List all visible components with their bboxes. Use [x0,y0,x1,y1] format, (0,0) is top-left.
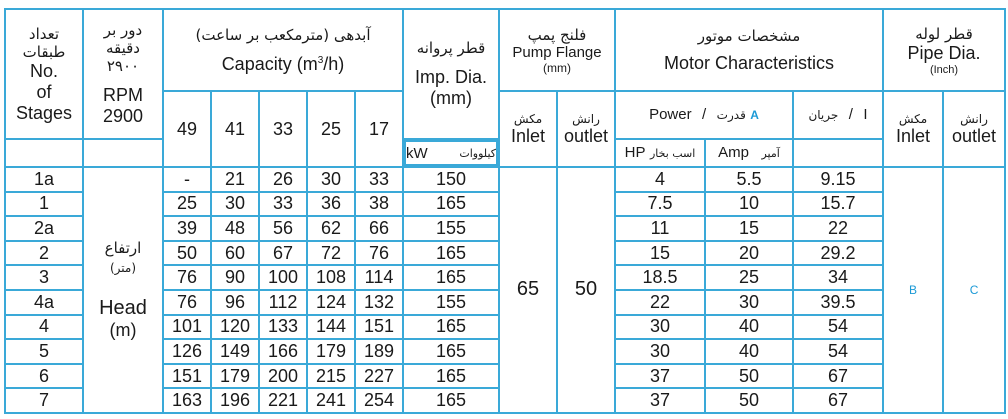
flange-outlet-en: outlet [563,125,609,146]
head-value-cell: 189 [355,339,403,364]
impeller-en-unit: (mm) [430,88,472,108]
rpm-en-label: RPM [103,85,143,105]
impeller-cell: 165 [403,265,499,290]
amp-cell: 39.5 [793,290,883,315]
head-value-cell: 50 [163,241,211,266]
head-value-cell: 72 [307,241,355,266]
head-value-cell: 30 [307,167,355,192]
impeller-en-label: Imp. Dia. [414,67,488,87]
head-value-cell: 25 [163,192,211,217]
hp-cell: 50 [705,388,793,413]
pipe-outlet-en: outlet [952,125,997,146]
kw-cell: 18.5 [615,265,705,290]
head-value-cell: 66 [355,216,403,241]
kw-cell: 15 [615,241,705,266]
head-value-cell: 133 [259,315,307,340]
head-label-fa: ارتفاع [104,238,142,257]
motor-en: Motor Characteristics [663,52,835,73]
capacity-fa: آبدهی (مترمکعب بر ساعت) [195,25,371,44]
amp-cell: 67 [793,364,883,389]
stage-cell: 7 [5,388,83,413]
stages-en-line1: No. [29,60,58,81]
flow-41: 41 [211,91,259,167]
hp-cell: 30 [705,290,793,315]
hp-cell: 25 [705,265,793,290]
impeller-cell: 165 [403,241,499,266]
current-fa: جریان [808,108,839,122]
table-row [5,167,1005,192]
head-value-cell: 144 [307,315,355,340]
amp-cell: 22 [793,216,883,241]
impeller-cell: 150 [403,167,499,192]
rpm-header [83,9,163,139]
amp-cell: 9.15 [793,167,883,192]
flow-17: 17 [355,91,403,167]
pipe-outlet-fa: رانش [960,111,988,126]
head-label-en-unit: (m) [109,319,137,340]
head-value-cell: 76 [163,265,211,290]
head-value-cell: 179 [211,364,259,389]
head-value-cell: 241 [307,388,355,413]
stage-cell: 2a [5,216,83,241]
stages-fa-line1: تعداد [28,24,60,43]
rpm-fa-line1: دور بر [103,21,143,39]
capacity-header [163,9,403,91]
head-value-cell: 33 [355,167,403,192]
head-value-cell: 39 [163,216,211,241]
hp-cell: 50 [705,364,793,389]
head-value-cell: 48 [211,216,259,241]
flange-outlet-fa: رانش [572,111,600,126]
head-value-cell: 21 [211,167,259,192]
motor-fa: مشخصات موتور [697,26,801,45]
pipe-outlet-header [943,91,1005,167]
head-value-cell: 151 [355,315,403,340]
head-value-cell: 166 [259,339,307,364]
power-marker: A [750,108,759,122]
stage-cell: 1 [5,192,83,217]
kw-cell: 37 [615,364,705,389]
kw-cell: 11 [615,216,705,241]
kw-cell: 7.5 [615,192,705,217]
flange-outlet-cell: 50 [557,167,615,413]
hp-cell: 20 [705,241,793,266]
head-value-cell: 200 [259,364,307,389]
pump-performance-table [4,8,1006,414]
flow-25: 25 [307,91,355,167]
power-en: Power [649,106,692,123]
hp-cell: 5.5 [705,167,793,192]
pump-flange-header [499,9,615,91]
pipe-inlet-header [883,91,943,167]
motor-header [615,9,883,91]
pump-flange-fa: فلنج پمپ [527,25,587,44]
stage-cell: 2 [5,241,83,266]
stages-en-line3: Stages [15,102,73,123]
head-label-cell [83,167,163,413]
pipe-inlet-en: Inlet [896,125,931,146]
pipe-inlet-fa: مکش [898,111,928,126]
stages-header [5,9,83,139]
flow-33: 33 [259,91,307,167]
impeller-cell: 165 [403,315,499,340]
impeller-cell: 165 [403,192,499,217]
power-fa: قدرت [716,108,746,122]
head-value-cell: 108 [307,265,355,290]
head-value-cell: 38 [355,192,403,217]
stage-cell: 4 [5,315,83,340]
impeller-cell: 165 [403,388,499,413]
pipe-header [883,9,1005,91]
amp-fa: آمپر [761,147,780,160]
flange-inlet-en: Inlet [510,125,546,146]
head-value-cell: 163 [163,388,211,413]
kw-cell: 30 [615,339,705,364]
amp-cell: 34 [793,265,883,290]
amp-en: Amp [718,144,750,161]
head-label-en: Head [99,296,147,319]
table-body [5,167,1005,413]
head-value-cell: 221 [259,388,307,413]
head-value-cell: 227 [355,364,403,389]
flow-49: 49 [163,91,211,167]
impeller-header [403,9,499,139]
head-value-cell: 36 [307,192,355,217]
head-value-cell: 96 [211,290,259,315]
rpm-fa-line2: دقیقه [105,39,140,57]
head-value-cell: 90 [211,265,259,290]
head-value-cell: 120 [211,315,259,340]
head-value-cell: 124 [307,290,355,315]
hp-header [615,139,705,167]
head-value-cell: 151 [163,364,211,389]
current-slash: / [848,106,853,123]
head-value-cell: 67 [259,241,307,266]
kw-cell: 37 [615,388,705,413]
kw-cell: 4 [615,167,705,192]
kw-en: kW [406,144,428,162]
stages-fa-line2: طبقات [22,42,66,61]
head-value-cell: 196 [211,388,259,413]
head-value-cell: 56 [259,216,307,241]
amp-cell: 54 [793,339,883,364]
head-value-cell: 132 [355,290,403,315]
stages-spacer [5,139,83,167]
amp-header [705,139,793,167]
head-value-cell: 26 [259,167,307,192]
head-value-cell: 179 [307,339,355,364]
pump-flange-en-label: Pump Flange [512,43,602,61]
impeller-cell: 165 [403,364,499,389]
hp-cell: 15 [705,216,793,241]
kw-cell: 22 [615,290,705,315]
head-value-cell: 114 [355,265,403,290]
pump-flange-en-unit: (mm) [543,60,571,75]
hp-cell: 40 [705,315,793,340]
amp-cell: 67 [793,388,883,413]
amp-cell: 54 [793,315,883,340]
kw-header [404,140,498,166]
flange-inlet-fa: مکش [513,111,543,126]
pipe-outlet-cell: C [943,167,1005,413]
head-value-cell: 33 [259,192,307,217]
stages-en-line2: of [36,81,52,102]
head-value-cell: - [163,167,211,192]
amp-cell: 15.7 [793,192,883,217]
head-value-cell: 100 [259,265,307,290]
flange-outlet-header [557,91,615,167]
rpm-spacer [83,139,163,167]
pipe-en-unit: (Inch) [929,63,959,76]
power-slash: / [702,106,707,123]
flange-inlet-cell: 65 [499,167,557,413]
amp-cell: 29.2 [793,241,883,266]
head-value-cell: 126 [163,339,211,364]
impeller-cell: 155 [403,216,499,241]
current-en: I [863,106,868,123]
stage-cell: 3 [5,265,83,290]
power-header [615,91,793,139]
head-value-cell: 62 [307,216,355,241]
hp-cell: 10 [705,192,793,217]
pipe-fa: قطر لوله [915,24,973,43]
head-value-cell: 112 [259,290,307,315]
hp-en: HP [624,144,646,161]
pipe-inlet-cell: B [883,167,943,413]
head-value-cell: 215 [307,364,355,389]
head-value-cell: 76 [355,241,403,266]
hp-fa: اسب بخار [649,147,696,160]
head-value-cell: 30 [211,192,259,217]
impeller-cell: 165 [403,339,499,364]
impeller-cell: 155 [403,290,499,315]
head-value-cell: 149 [211,339,259,364]
head-value-cell: 101 [163,315,211,340]
kw-fa: کیلووات [459,146,496,160]
rpm-en-value: 2900 [102,106,144,126]
head-value-cell: 254 [355,388,403,413]
head-value-cell: 76 [163,290,211,315]
pipe-en-label: Pipe Dia. [907,42,981,63]
head-value-cell: 60 [211,241,259,266]
kw-cell: 30 [615,315,705,340]
stage-cell: 4a [5,290,83,315]
flange-inlet-header [499,91,557,167]
stage-cell: 6 [5,364,83,389]
current-header [793,91,883,139]
stage-cell: 1a [5,167,83,192]
stage-cell: 5 [5,339,83,364]
impeller-fa: قطر پروانه [416,39,486,57]
hp-cell: 40 [705,339,793,364]
capacity-en: Capacity $(m^3/h)$ [221,53,345,74]
rpm-fa-line3: ۲۹۰۰ [106,57,140,75]
head-label-fa-unit: (متر) [109,260,137,275]
